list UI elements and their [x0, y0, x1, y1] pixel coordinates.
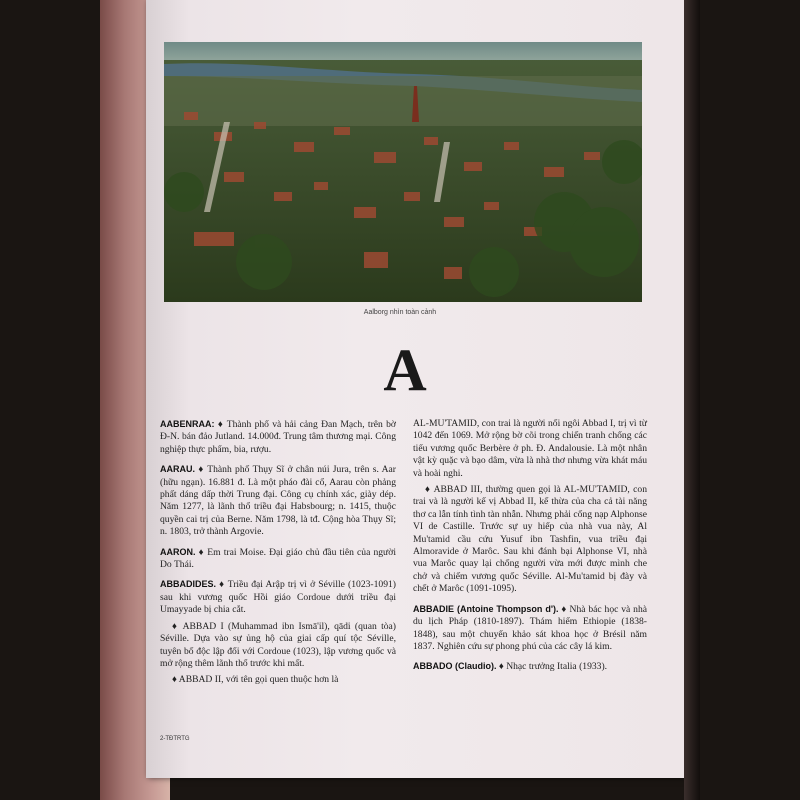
entry-headword: ABBADO (Claudio).: [413, 661, 497, 672]
page-signature: 2-TĐTRTG: [160, 736, 190, 742]
entry-abbadides-continued: [413, 418, 647, 596]
entry-headword: AABENRAA:: [160, 419, 215, 429]
entry-text: ♦ Em trai Moise. Đại giáo chủ đầu tiên của người Do Thái.: [160, 546, 396, 571]
entry-headword: AARON.: [160, 546, 196, 557]
section-letter: A: [383, 337, 427, 403]
entry-abbadie: [413, 603, 647, 654]
entry-paragraph: ♦ ABBAD II, với tên gọi quen thuộc hơn là: [172, 674, 339, 686]
aalborg-panorama-photo: [164, 42, 642, 302]
entry-text: ♦ Nhà bác học và nhà du lịch Pháp (1810-1897). Thám hiểm Ethiopie (1838-1848), sau một chuyến khảo sát khoa học ở Brésil năm 1837. Nghiên cứu sự phong phú của các cây lá kim.: [413, 603, 647, 652]
left-column: [160, 418, 396, 694]
entry-text: ♦ Thành phố Thụy Sĩ ở chân núi Jura, trên s. Aar (hữu ngạn). 16.881 đ. Là một pháo đài cổ, Aarau còn phảng phất dáng dấp thời Trung đại. Công cụ chính xác, giày dép. Năm 1277, là lãnh thổ triều đại Habsbourg; n. 1415, thuộc quyền cai trị của Berne. Năm 1798, là tđ. Cộng hòa Thụy Sĩ; n. 1803, trở thành Argovie.: [160, 464, 396, 538]
right-column: [413, 418, 647, 681]
entry-text: ♦ Triều đại Arập trị vì ở Séville (1023-1091) sau khi vương quốc Hồi giáo Cordoue dưới triều đại Umayyade bị chia cắt.: [160, 579, 396, 616]
entry-aarau: [160, 463, 396, 538]
entry-aaron: [160, 546, 396, 572]
entry-headword: ABBADIDES.: [160, 579, 217, 590]
photo-caption: Aalborg nhìn toàn cảnh: [363, 309, 437, 316]
entry-paragraph: ♦ ABBAD III, thường quen gọi là AL-MU'TAMID, con trai và là người kế vị Abbad II, kế thừa của cha cả tài năng thơ ca lẫn tính tình tàn nhẫn. Nhưng phải cống nạp Alphonse VI de Castille. Trước sự uy hiếp của nhà vua này, Al Mu'tamid cầu cứu Yusuf ibn Tashfin, vua triều đại Almoravide ở Marôc. Sau khi đánh bại Alphonse VI, nhà vua Marôc quay lại chống người vừa mới được mình che chở và chiếm vương quốc Séville. Al-Mu'tamid bị đày và chết ở Marôc (1091-1095).: [413, 484, 647, 595]
entry-headword: AARAU.: [160, 464, 195, 475]
entry-abbadides: [160, 578, 396, 686]
entry-paragraph: ♦ ABBAD I (Muhammad ibn Ismā'il), qādi (quan tòa) Séville. Dựa vào sự ủng hộ của giai cấp quí tộc Séville, tuyên bố độc lập đối với Cordoue (1023), lập vương quốc và mở rộng thêm lãnh thổ trước khi mất.: [160, 620, 396, 669]
entry-headword: ABBADIE (Antoine Thompson d').: [413, 603, 559, 614]
entry-aabenraa: [160, 418, 396, 456]
page-shadow: [684, 0, 700, 800]
entry-text: ♦ Nhạc trưởng Italia (1933).: [498, 661, 608, 673]
entry-abbado: [413, 660, 647, 673]
entry-text: ♦ Thành phố và hải cảng Đan Mạch, trên bờ Đ-N. bán đảo Jutland. 14.000đ. Trung tâm thương mại. Công nghiệp thực phẩm, bia, rượu.: [160, 419, 396, 455]
entry-paragraph: AL-MU'TAMID, con trai là người nối ngôi Abbad I, trị vì từ 1042 đến 1069. Mở rộng bờ cõi trong chiến tranh chống các tiểu vương quốc Berbère ở ph. Đ. Andalousie. Là một nhân vật kỳ quặc và bạo dâm, vừa là nhà thơ nhưng vừa khát máu và hoài nghi.: [413, 418, 647, 479]
